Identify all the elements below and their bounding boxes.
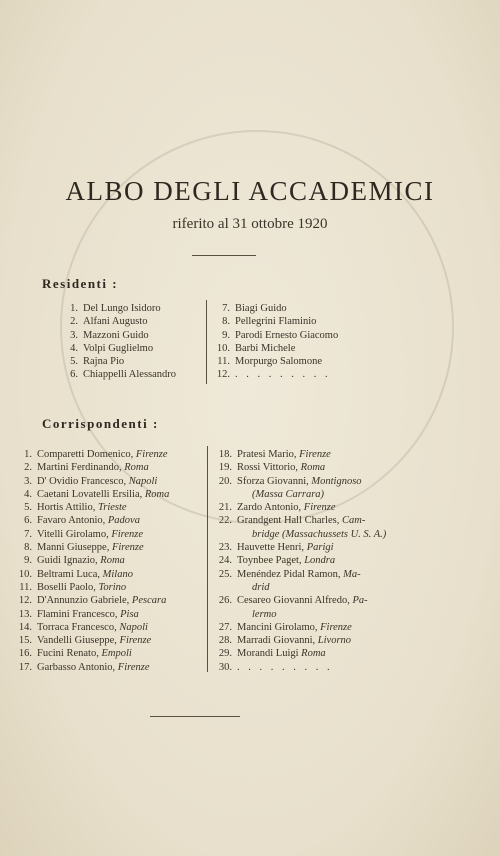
list-item [64, 355, 176, 368]
list-item-city: drid [252, 581, 270, 593]
list-item-name: Torraca Francesco, [37, 621, 117, 633]
list-item [214, 661, 386, 674]
list-item-number: 11. [19, 581, 32, 593]
list-item-number: 22. [218, 515, 232, 527]
list-item-city: Roma [124, 462, 149, 474]
list-item-name: . . . . . . . . . [235, 369, 331, 381]
list-item-name: Vandelli Giuseppe, [37, 635, 117, 647]
list-item [14, 528, 169, 541]
list-item [14, 488, 169, 501]
list-item [14, 647, 169, 660]
residenti-column-divider [206, 300, 207, 384]
list-item [214, 475, 386, 488]
list-item [14, 501, 169, 514]
list-item-name: Volpi Guglielmo [83, 342, 154, 354]
corrispondenti-heading: Corrispondenti : [42, 416, 159, 431]
list-item-city: Firenze [299, 449, 331, 460]
list-item-name: Menéndez Pidal Ramon, [237, 568, 341, 580]
list-item [214, 368, 338, 381]
list-item-number: 14. [18, 621, 32, 633]
list-item-name: Biagi Guido [235, 303, 287, 314]
list-item [14, 621, 169, 634]
list-item-city: bridge (Massachussets U. S. A.) [252, 528, 387, 540]
list-item-number: 23. [218, 542, 232, 554]
list-item-city: Parigi [306, 542, 334, 554]
list-item-number: 4. [24, 488, 32, 500]
list-item-name: D' Ovidio Francesco, [37, 475, 127, 487]
list-item [64, 302, 176, 315]
list-item [214, 448, 386, 461]
list-item-city: Ma- [343, 568, 361, 580]
list-item-number: 7. [222, 303, 230, 314]
list-item [14, 448, 169, 461]
list-item-name: Guidi Ignazio, [37, 555, 98, 567]
list-item-name: Mazzoni Guido [83, 329, 149, 341]
list-item-city: Empoli [101, 648, 132, 660]
list-item-name: Pellegrini Flaminio [235, 316, 317, 328]
list-item-name: Del Lungo Isidoro [83, 303, 161, 314]
list-item [214, 621, 386, 634]
list-item-number: 12. [18, 595, 32, 607]
list-item-number: 3. [70, 329, 78, 341]
list-item [14, 541, 169, 554]
list-item-number: 12. [216, 369, 230, 381]
list-item-name: Garbasso Antonio, [37, 661, 116, 673]
list-item-city: Pisa [120, 608, 139, 620]
list-item-city: Roma [300, 462, 326, 474]
list-item [214, 355, 338, 368]
bottom-divider [150, 716, 240, 717]
list-item-number: 26. [218, 595, 232, 607]
list-item-number: 1. [24, 449, 32, 460]
list-item [64, 368, 176, 381]
list-item-city: Roma [100, 555, 125, 567]
list-item-name: Boselli Paolo, [37, 581, 96, 593]
title-divider [192, 255, 256, 256]
list-item [214, 647, 386, 660]
list-item-number: 5. [70, 356, 78, 368]
list-item-city: Firenze [111, 528, 144, 540]
list-item-number: 19. [218, 462, 232, 474]
list-item-name: Mancini Girolamo, [237, 621, 318, 633]
page-subtitle: riferito al 31 ottobre 1920 [172, 216, 328, 232]
list-item-name: Fucini Renato, [37, 648, 99, 660]
list-item-number: 11. [217, 356, 230, 368]
list-item-number: 9. [222, 329, 230, 341]
list-item [214, 634, 386, 647]
list-item [14, 634, 169, 647]
list-item [14, 461, 169, 474]
list-item-number: 24. [218, 555, 232, 567]
list-item-city: Padova [107, 515, 140, 527]
list-item-city: Livorno [317, 635, 352, 647]
list-item [14, 475, 169, 488]
list-item-city: Torino [98, 581, 127, 593]
list-item-city: lermo [252, 608, 277, 620]
list-item-city: Montignoso [311, 475, 362, 487]
list-item-number: 9. [24, 555, 32, 567]
list-item-city: Roma [301, 648, 326, 660]
list-item-number: 4. [70, 342, 78, 354]
list-item-number: 17. [18, 661, 32, 673]
list-item [14, 594, 169, 607]
list-item-number: 6. [70, 369, 78, 381]
list-item [14, 554, 169, 567]
residenti-list-left [64, 302, 176, 382]
list-item-name: Rossi Vittorio, [237, 462, 299, 474]
corrispondenti-list-right [214, 448, 386, 674]
list-item [64, 315, 176, 328]
list-item [64, 329, 176, 342]
list-item-name: Favaro Antonio, [37, 515, 106, 527]
list-item-number: 8. [24, 542, 32, 554]
list-item-city: Pa- [352, 595, 368, 607]
list-item-name: Hauvette Henri, [237, 542, 305, 554]
list-item [14, 608, 169, 621]
list-item-city: Firenze [320, 621, 352, 633]
corrispondenti-column-divider [207, 446, 208, 672]
list-item-number: 2. [70, 316, 78, 328]
list-item [214, 554, 386, 567]
list-item [14, 568, 169, 581]
list-item-number: 29. [218, 648, 232, 660]
list-item-city: (Massa Carrara) [252, 488, 325, 500]
list-item [214, 608, 386, 621]
list-item [214, 315, 338, 328]
list-item [214, 528, 386, 541]
list-item-name: Beltrami Luca, [37, 568, 100, 580]
list-item-number: 6. [24, 515, 32, 527]
list-item-name: Rajna Pio [83, 356, 125, 368]
list-item-city: Firenze [117, 661, 150, 673]
list-item-number: 16. [18, 648, 32, 660]
list-item-name: Comparetti Domenico, [37, 449, 134, 460]
list-item-city: Milano [102, 568, 133, 580]
residenti-list-right [214, 302, 338, 382]
list-item-number: 30. [218, 661, 232, 673]
list-item [214, 329, 338, 342]
list-item [214, 302, 338, 315]
list-item-name: Cesareo Giovanni Alfredo, [237, 595, 350, 607]
list-item-name: Toynbee Paget, [237, 555, 302, 567]
list-item-city: Londra [304, 555, 336, 567]
list-item-city: Napoli [119, 621, 148, 633]
list-item-city: Pescara [131, 595, 167, 607]
list-item-city: Napoli [128, 475, 158, 487]
list-item-number: 10. [216, 342, 230, 354]
list-item-number: 27. [218, 621, 232, 633]
list-item [14, 581, 169, 594]
list-item [214, 342, 338, 355]
list-item-number: 7. [24, 528, 32, 540]
list-item-number: 3. [24, 475, 32, 487]
list-item-name: Martini Ferdinando, [37, 462, 122, 474]
list-item-name: Morandi Luigi [237, 648, 299, 660]
list-item-number: 5. [24, 502, 32, 514]
list-item-number: 10. [18, 568, 32, 580]
list-item [14, 514, 169, 527]
list-item-name: . . . . . . . . . [237, 661, 333, 673]
list-item [214, 461, 386, 474]
list-item-name: Alfani Augusto [83, 316, 148, 328]
list-item-name: D'Annunzio Gabriele, [37, 595, 130, 607]
list-item-city: Cam- [341, 515, 366, 527]
list-item-city: Firenze [111, 542, 144, 554]
list-item-name: Pratesi Mario, [237, 449, 297, 460]
list-item-number: 20. [218, 475, 232, 487]
list-item-name: Barbi Michele [235, 342, 296, 354]
list-item-number: 2. [24, 462, 32, 474]
list-item-number: 18. [218, 449, 232, 460]
list-item-name: Grandgent Hall Charles, [237, 515, 340, 527]
list-item-name: Zardo Antonio, [237, 502, 302, 514]
list-item [214, 594, 386, 607]
list-item [214, 568, 386, 581]
list-item-name: Caetani Lovatelli Ersilia, [37, 488, 143, 500]
list-item-name: Chiappelli Alessandro [83, 369, 177, 381]
list-item [214, 501, 386, 514]
list-item-name: Hortis Attilio, [37, 502, 96, 514]
list-item-city: Trieste [97, 502, 127, 514]
list-item-name: Vitelli Girolamo, [37, 528, 109, 540]
list-item-name: Marradi Giovanni, [237, 635, 316, 647]
list-item [64, 342, 176, 355]
list-item-number: 21. [218, 502, 232, 514]
list-item-name: Manni Giuseppe, [37, 542, 110, 554]
list-item-city: Firenze [303, 502, 336, 514]
list-item-city: Firenze [119, 635, 152, 647]
list-item-name: Parodi Ernesto Giacomo [235, 329, 339, 341]
list-item-city: Roma [144, 488, 170, 500]
list-item [214, 514, 386, 527]
list-item [214, 541, 386, 554]
list-item-name: Flamini Francesco, [37, 608, 118, 620]
list-item-city: Firenze [135, 449, 168, 460]
list-item [14, 661, 169, 674]
list-item-number: 25. [218, 568, 232, 580]
list-item-number: 15. [18, 635, 32, 647]
page-title: ALBO DEGLI ACCADEMICI [65, 176, 435, 206]
residenti-heading: Residenti : [42, 276, 119, 291]
corrispondenti-list-left [14, 448, 169, 674]
list-item-number: 28. [218, 635, 232, 647]
list-item [214, 581, 386, 594]
list-item-number: 13. [18, 608, 32, 620]
list-item-number: 8. [222, 316, 230, 328]
list-item [214, 488, 386, 501]
list-item-number: 1. [70, 303, 78, 314]
list-item-name: Morpurgo Salomone [235, 356, 323, 368]
list-item-name: Sforza Giovanni, [237, 475, 309, 487]
